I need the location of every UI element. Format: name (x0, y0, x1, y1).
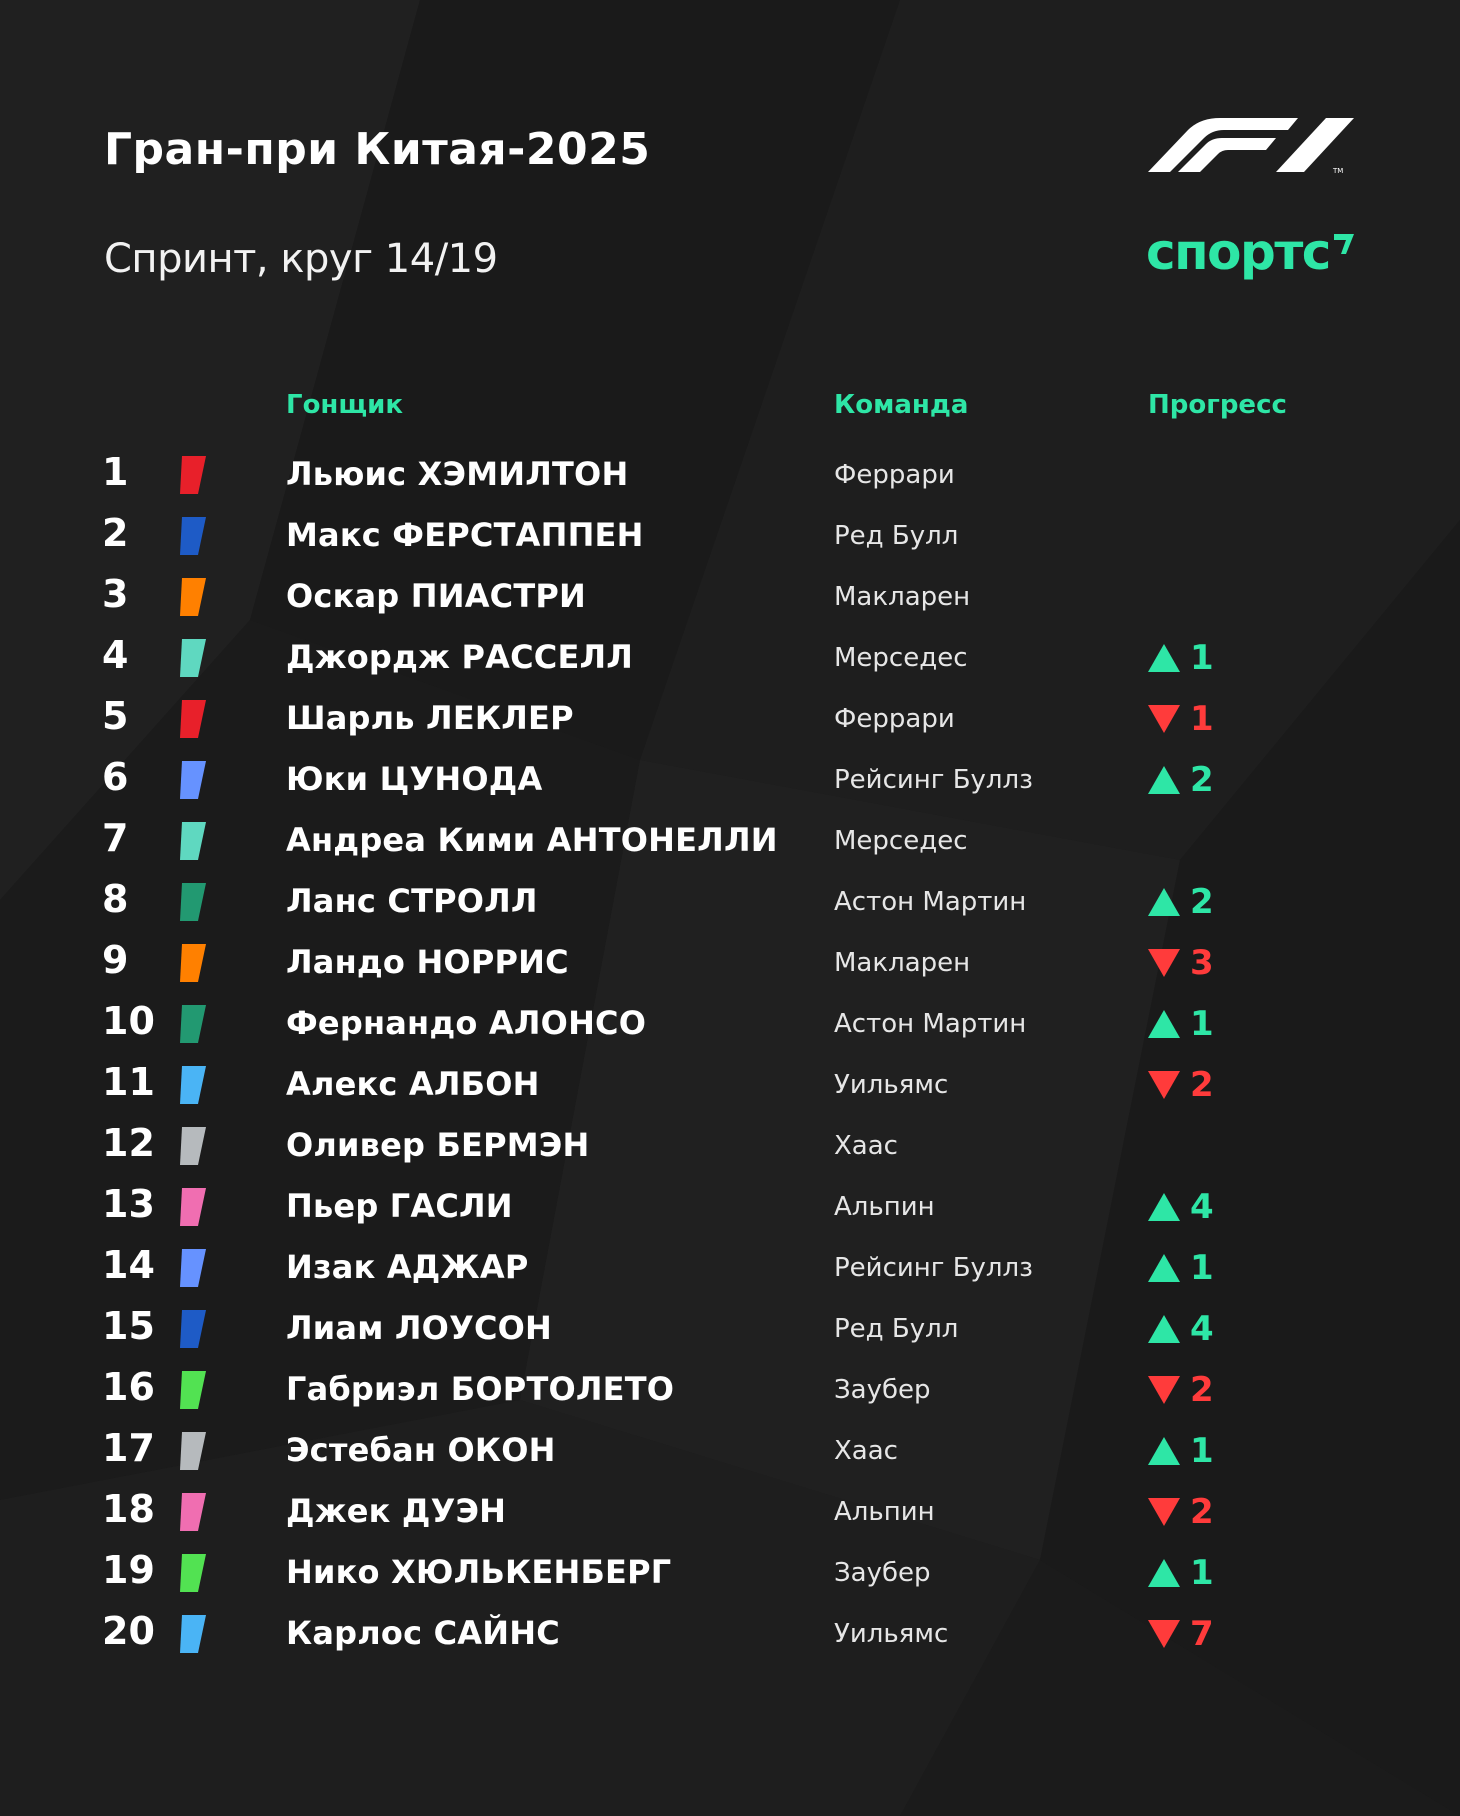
progress-value: 2 (1190, 760, 1214, 800)
position-number: 20 (102, 1609, 155, 1653)
driver-name: Льюис ХЭМИЛТОН (286, 455, 629, 493)
team-name: Заубер (834, 1558, 931, 1588)
progress-indicator (1148, 1489, 1214, 1535)
team-color-marker-icon (178, 1127, 206, 1165)
table-row (0, 1239, 1460, 1300)
driver-name: Ландо НОРРИС (286, 943, 569, 981)
driver-name: Нико ХЮЛЬКЕНБЕРГ (286, 1553, 672, 1591)
team-name: Макларен (834, 582, 971, 612)
results-table (0, 446, 1460, 1666)
table-row (0, 1117, 1460, 1178)
position-number: 17 (102, 1426, 155, 1470)
progress-indicator (1148, 1184, 1214, 1230)
table-row (0, 934, 1460, 995)
f1-logo-icon (1148, 116, 1360, 176)
progress-indicator (1148, 757, 1214, 803)
driver-name: Джордж РАССЕЛЛ (286, 638, 634, 676)
progress-value: 1 (1190, 1553, 1214, 1593)
team-name: Мерседес (834, 826, 968, 856)
team-name: Альпин (834, 1192, 935, 1222)
position-number: 10 (102, 999, 155, 1043)
team-color-marker-icon (178, 700, 206, 738)
arrow-up-icon (1148, 644, 1180, 672)
table-row (0, 1483, 1460, 1544)
position-number: 2 (102, 511, 129, 555)
team-name: Уильямс (834, 1619, 949, 1649)
driver-name: Юки ЦУНОДА (286, 760, 543, 798)
table-row (0, 629, 1460, 690)
team-color-marker-icon (178, 1493, 206, 1531)
team-name: Рейсинг Буллз (834, 1253, 1033, 1283)
table-row (0, 873, 1460, 934)
position-number: 7 (102, 816, 129, 860)
position-number: 19 (102, 1548, 155, 1592)
arrow-down-icon (1148, 1620, 1180, 1648)
table-row (0, 507, 1460, 568)
progress-value: 2 (1190, 1492, 1214, 1532)
driver-name: Габриэл БОРТОЛЕТО (286, 1370, 675, 1408)
page-subtitle: Спринт, круг 14/19 (104, 236, 498, 282)
position-number: 15 (102, 1304, 155, 1348)
team-color-marker-icon (178, 1249, 206, 1287)
arrow-down-icon (1148, 705, 1180, 733)
position-number: 14 (102, 1243, 155, 1287)
table-row (0, 1422, 1460, 1483)
team-color-marker-icon (178, 1554, 206, 1592)
driver-name: Фернандо АЛОНСО (286, 1004, 647, 1042)
team-color-marker-icon (178, 883, 206, 921)
arrow-up-icon (1148, 1254, 1180, 1282)
arrow-up-icon (1148, 766, 1180, 794)
team-color-marker-icon (178, 1615, 206, 1653)
driver-name: Оскар ПИАСТРИ (286, 577, 587, 615)
position-number: 12 (102, 1121, 155, 1165)
progress-value: 2 (1190, 882, 1214, 922)
position-number: 18 (102, 1487, 155, 1531)
progress-value: 1 (1190, 1248, 1214, 1288)
driver-name: Макс ФЕРСТАППЕН (286, 516, 644, 554)
table-row (0, 1361, 1460, 1422)
progress-indicator (1148, 940, 1214, 986)
position-number: 6 (102, 755, 129, 799)
team-color-marker-icon (178, 578, 206, 616)
team-name: Макларен (834, 948, 971, 978)
brand-name: спортс (1146, 223, 1330, 281)
table-row (0, 446, 1460, 507)
arrow-down-icon (1148, 1498, 1180, 1526)
team-color-marker-icon (178, 1005, 206, 1043)
position-number: 9 (102, 938, 129, 982)
arrow-down-icon (1148, 1376, 1180, 1404)
team-name: Альпин (834, 1497, 935, 1527)
team-color-marker-icon (178, 1432, 206, 1470)
team-name: Астон Мартин (834, 1009, 1027, 1039)
driver-name: Джек ДУЭН (286, 1492, 507, 1530)
arrow-up-icon (1148, 1010, 1180, 1038)
team-color-marker-icon (178, 1310, 206, 1348)
team-color-marker-icon (178, 639, 206, 677)
team-color-marker-icon (178, 456, 206, 494)
column-header-driver: Гонщик (286, 390, 403, 420)
position-number: 4 (102, 633, 129, 677)
team-name: Ред Булл (834, 1314, 959, 1344)
team-name: Астон Мартин (834, 887, 1027, 917)
progress-indicator (1148, 1062, 1214, 1108)
team-color-marker-icon (178, 1371, 206, 1409)
progress-value: 4 (1190, 1309, 1214, 1349)
team-name: Феррари (834, 704, 955, 734)
progress-value: 1 (1190, 699, 1214, 739)
team-name: Заубер (834, 1375, 931, 1405)
table-row (0, 1605, 1460, 1666)
driver-name: Эстебан ОКОН (286, 1431, 556, 1469)
position-number: 16 (102, 1365, 155, 1409)
progress-value: 4 (1190, 1187, 1214, 1227)
progress-indicator (1148, 635, 1214, 681)
team-name: Мерседес (834, 643, 968, 673)
driver-name: Алекс АЛБОН (286, 1065, 540, 1103)
progress-value: 2 (1190, 1370, 1214, 1410)
progress-value: 1 (1190, 1431, 1214, 1471)
team-color-marker-icon (178, 1066, 206, 1104)
progress-indicator (1148, 879, 1214, 925)
progress-value: 2 (1190, 1065, 1214, 1105)
table-row (0, 995, 1460, 1056)
position-number: 5 (102, 694, 129, 738)
svg-text:TM: TM (1333, 167, 1344, 175)
driver-name: Изак АДЖАР (286, 1248, 529, 1286)
driver-name: Карлос САЙНС (286, 1614, 560, 1652)
column-header-team: Команда (834, 390, 969, 420)
table-row (0, 812, 1460, 873)
table-row (0, 1056, 1460, 1117)
sports-logo (1146, 223, 1354, 286)
driver-name: Ланс СТРОЛЛ (286, 882, 538, 920)
progress-value: 1 (1190, 638, 1214, 678)
progress-indicator (1148, 1611, 1214, 1657)
table-row (0, 751, 1460, 812)
progress-indicator (1148, 1306, 1214, 1352)
driver-name: Андреа Кими АНТОНЕЛЛИ (286, 821, 778, 859)
team-color-marker-icon (178, 517, 206, 555)
progress-indicator (1148, 696, 1214, 742)
arrow-up-icon (1148, 1315, 1180, 1343)
arrow-up-icon (1148, 1559, 1180, 1587)
team-name: Феррари (834, 460, 955, 490)
team-name: Рейсинг Буллз (834, 765, 1033, 795)
page-title: Гран-при Китая-2025 (104, 124, 651, 175)
driver-name: Лиам ЛОУСОН (286, 1309, 553, 1347)
progress-indicator (1148, 1001, 1214, 1047)
team-color-marker-icon (178, 1188, 206, 1226)
arrow-up-icon (1148, 1193, 1180, 1221)
arrow-up-icon (1148, 1437, 1180, 1465)
progress-value: 3 (1190, 943, 1214, 983)
position-number: 11 (102, 1060, 155, 1104)
progress-indicator (1148, 1367, 1214, 1413)
table-row (0, 1544, 1460, 1605)
team-name: Хаас (834, 1131, 898, 1161)
position-number: 1 (102, 450, 129, 494)
table-row (0, 1300, 1460, 1361)
position-number: 13 (102, 1182, 155, 1226)
progress-indicator (1148, 1428, 1214, 1474)
table-row (0, 1178, 1460, 1239)
arrow-down-icon (1148, 1071, 1180, 1099)
team-color-marker-icon (178, 822, 206, 860)
progress-value: 1 (1190, 1004, 1214, 1044)
driver-name: Шарль ЛЕКЛЕР (286, 699, 574, 737)
team-color-marker-icon (178, 944, 206, 982)
arrow-down-icon (1148, 949, 1180, 977)
team-name: Хаас (834, 1436, 898, 1466)
column-header-progress: Прогресс (1148, 390, 1287, 420)
driver-name: Пьер ГАСЛИ (286, 1187, 513, 1225)
table-row (0, 690, 1460, 751)
sports-ru-mark-icon (1332, 234, 1354, 254)
team-name: Ред Булл (834, 521, 959, 551)
arrow-up-icon (1148, 888, 1180, 916)
position-number: 8 (102, 877, 129, 921)
driver-name: Оливер БЕРМЭН (286, 1126, 590, 1164)
team-name: Уильямс (834, 1070, 949, 1100)
progress-indicator (1148, 1550, 1214, 1596)
table-row (0, 568, 1460, 629)
position-number: 3 (102, 572, 129, 616)
team-color-marker-icon (178, 761, 206, 799)
progress-value: 7 (1190, 1614, 1214, 1654)
progress-indicator (1148, 1245, 1214, 1291)
